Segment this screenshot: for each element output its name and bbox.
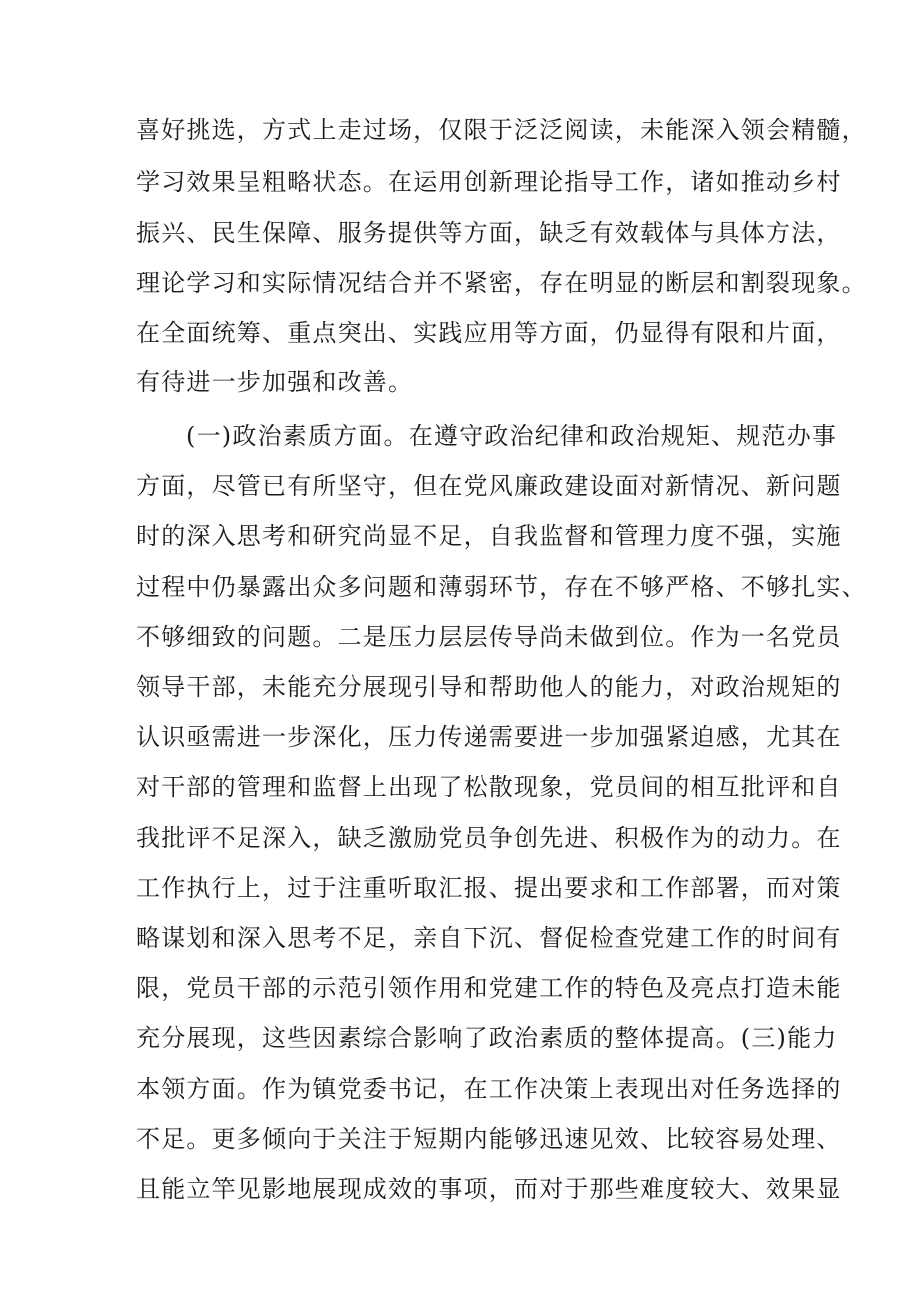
text-line: 且能立竿见影地展现成效的事项，而对于那些难度较大、效果显 xyxy=(136,1175,842,1203)
text-line: 工作执行上，过于注重听取汇报、提出要求和工作部署，而对策 xyxy=(136,874,842,902)
text-line: 喜好挑选，方式上走过场，仅限于泛泛阅读，未能深入领会精髓， xyxy=(136,116,867,144)
text-line: 方面，尽管已有所坚守，但在党风廉政建设面对新情况、新问题 xyxy=(136,472,842,500)
text-line: 我批评不足深入，缺乏激励党员争创先进、积极作为的动力。在 xyxy=(136,824,842,852)
text-line: 在全面统筹、重点突出、实践应用等方面，仍显得有限和片面， xyxy=(136,319,842,347)
text-line: 不足。更多倾向于关注于短期内能够迅速见效、比较容易处理、 xyxy=(136,1125,842,1153)
text-line: 振兴、民生保障、服务提供等方面，缺乏有效载体与具体方法， xyxy=(136,219,842,247)
text-line: 过程中仍暴露出众多问题和薄弱环节，存在不够严格、不够扎实、 xyxy=(136,573,867,601)
section-heading-line: (一)政治素质方面。在遵守政治纪律和政治规矩、规范办事 xyxy=(186,422,838,450)
text-line: 时的深入思考和研究尚显不足，自我监督和管理力度不强，实施 xyxy=(136,522,842,550)
text-line: 学习效果呈粗略状态。在运用创新理论指导工作，诸如推动乡村 xyxy=(136,168,842,196)
text-line: 认识亟需进一步深化，压力传递需要进一步加强紧迫感，尤其在 xyxy=(136,723,842,751)
text-line: 理论学习和实际情况结合并不紧密，存在明显的断层和割裂现象。 xyxy=(136,269,867,297)
text-line: 不够细致的问题。二是压力层层传导尚未做到位。作为一名党员 xyxy=(136,623,842,651)
text-line: 本领方面。作为镇党委书记，在工作决策上表现出对任务选择的 xyxy=(136,1075,842,1103)
text-line: 限，党员干部的示范引领作用和党建工作的特色及亮点打造未能 xyxy=(136,974,842,1002)
text-line: 略谋划和深入思考不足，亲自下沉、督促检查党建工作的时间有 xyxy=(136,924,842,952)
text-line: 充分展现，这些因素综合影响了政治素质的整体提高。(三)能力 xyxy=(136,1024,838,1052)
text-line: 领导干部，未能充分展现引导和帮助他人的能力，对政治规矩的 xyxy=(136,673,842,701)
text-line: 对干部的管理和监督上出现了松散现象，党员间的相互批评和自 xyxy=(136,773,842,801)
text-line: 有待进一步加强和改善。 xyxy=(136,368,414,396)
